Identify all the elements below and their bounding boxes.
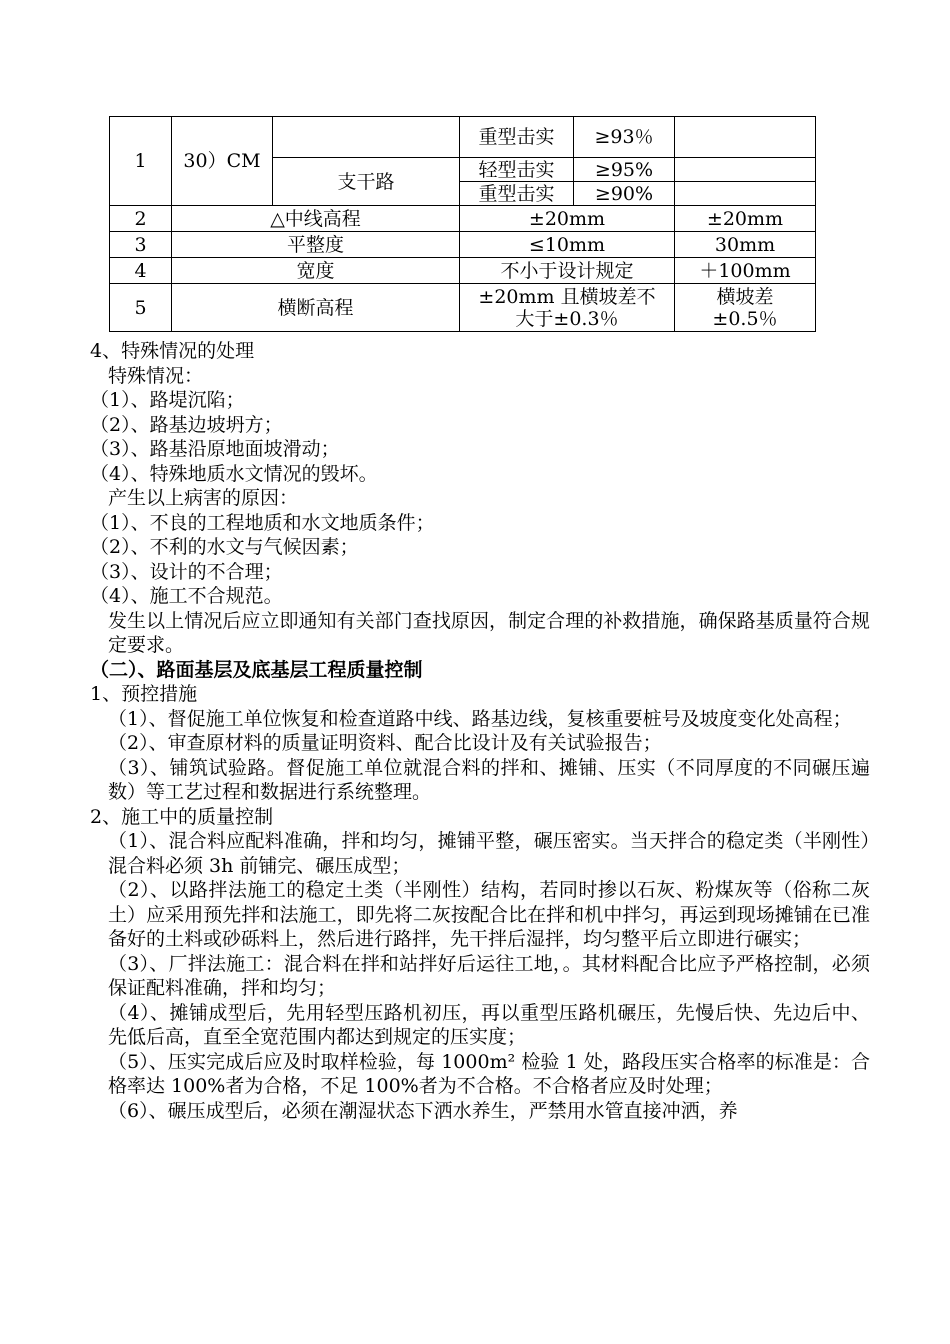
value2-cell: ±20mm [675,206,816,232]
paragraph: （6）、碾压成型后，必须在潮湿状态下洒水养生，严禁用水管直接冲洒，养 [108,1099,738,1122]
extra-cell [675,158,816,182]
list-item: （4）、特殊地质水文情况的毁坏。 [90,462,378,485]
item-cell: 宽度 [172,258,460,284]
value-cell [460,284,675,332]
paragraph: （2）、审查原材料的质量证明资料、配合比设计及有关试验报告； [108,732,662,754]
section-title: （二）、路面基层及底基层工程质量控制 [90,658,423,681]
value-cell: 不小于设计规定 [460,258,675,284]
subsection-heading: 2、施工中的质量控制 [90,805,274,828]
row-number: 3 [110,232,172,258]
row-number: 1 [110,117,172,206]
special-cases-label: 特殊情况： [108,364,204,387]
paragraph: （4）、摊铺成型后，先用轻型压路机初压，再以重型压路机碾压，先慢后快、先边后中、先低后高，直至全宽范围内都达到规定的压实度； [108,1001,870,1048]
paragraph: （3）、厂拌法施工：混合料在拌和站拌好后运往工地，。其材料配合比应予严格控制，必须保证配料准确，拌和均匀； [108,952,870,999]
compaction-method: 重型击实 [460,117,574,158]
value2-cell [675,284,816,332]
row-number: 4 [110,258,172,284]
paragraph: （1）、混合料应配料准确，拌和均匀，摊铺平整，碾压密实。当天拌合的稳定类（半刚性）混合料必须 3h 前铺完、碾压成型； [108,830,870,877]
table-row [110,232,816,258]
compaction-value: ≥95% [574,158,675,182]
extra-cell [675,182,816,206]
list-item: （1）、路堤沉陷； [90,389,245,411]
value-cell: ≤10mm [460,232,675,258]
list-item: （4）、施工不合规范。 [90,585,283,607]
list-item: （2）、路基边坡坍方； [90,413,283,436]
compaction-value: ≥90% [574,182,675,206]
item-cell: 横断高程 [172,284,460,332]
row-number: 2 [110,206,172,232]
table-row [110,117,816,158]
value2-line-1: 横坡差 [716,285,774,308]
paragraph: （5）、压实完成后应及时取样检验，每 1000m² 检验 1 处，路段压实合格率的标准是：合格率达 100%者为合格，不足 100%者为不合格。不合格者应及时处理； [108,1050,870,1097]
table-row [110,258,816,284]
paragraph: 发生以上情况后应立即通知有关部门查找原因，制定合理的补救措施，确保路基质量符合规定要求。 [108,609,870,656]
causes-label: 产生以上病害的原因： [108,487,299,509]
compaction-value: ≥93％ [574,117,675,158]
section-heading-4: 4、特殊情况的处理 [90,340,255,362]
value2-cell: ＋100mm [675,258,816,284]
document-body [90,339,870,1123]
paragraph: （3）、铺筑试验路。督促施工单位就混合料的拌和、摊铺、压实（不同厚度的不同碾压遍数）等工艺过程和数据进行系统整理。 [108,756,870,803]
paragraph: （1）、督促施工单位恢复和检查道路中线、路基边线，复核重要桩号及坡度变化处高程； [108,707,852,730]
value2-cell: 30mm [675,232,816,258]
paragraph: （2）、以路拌法施工的稳定土类（半刚性）结构，若同时掺以石灰、粉煤灰等（俗称二灰土）应采用预先拌和法施工，即先将二灰按配合比在拌和机中拌匀，再运到现场摊铺在已准备好的土料或砂砾料上，然后进行路拌，先干拌后湿拌，均匀整平后立即进行碾实； [108,879,870,950]
subsection-heading: 1、预控措施 [90,683,198,705]
item-cell: 平整度 [172,232,460,258]
value-line-2: 大于±0.3％ [515,307,619,330]
value-cell: ±20mm [460,206,675,232]
item-cell: △中线高程 [172,206,460,232]
table-row [110,206,816,232]
road-type-cell: 支干路 [273,158,460,206]
empty-cell [273,117,460,158]
extra-cell [675,117,816,158]
row-number: 5 [110,284,172,332]
value2-line-2: ±0.5％ [712,307,778,330]
table-row [110,284,816,332]
list-item: （1）、不良的工程地质和水文地质条件； [90,511,435,534]
list-item: （3）、设计的不合理； [90,560,283,583]
compaction-method: 轻型击实 [460,158,574,182]
compaction-method: 重型击实 [460,182,574,206]
list-item: （2）、不利的水文与气候因素； [90,536,359,558]
thickness-cell: 30）CM [172,117,273,206]
value-line-1: ±20mm 且横坡差不 [478,285,656,308]
quality-spec-table [109,116,816,332]
list-item: （3）、路基沿原地面坡滑动； [90,438,340,460]
